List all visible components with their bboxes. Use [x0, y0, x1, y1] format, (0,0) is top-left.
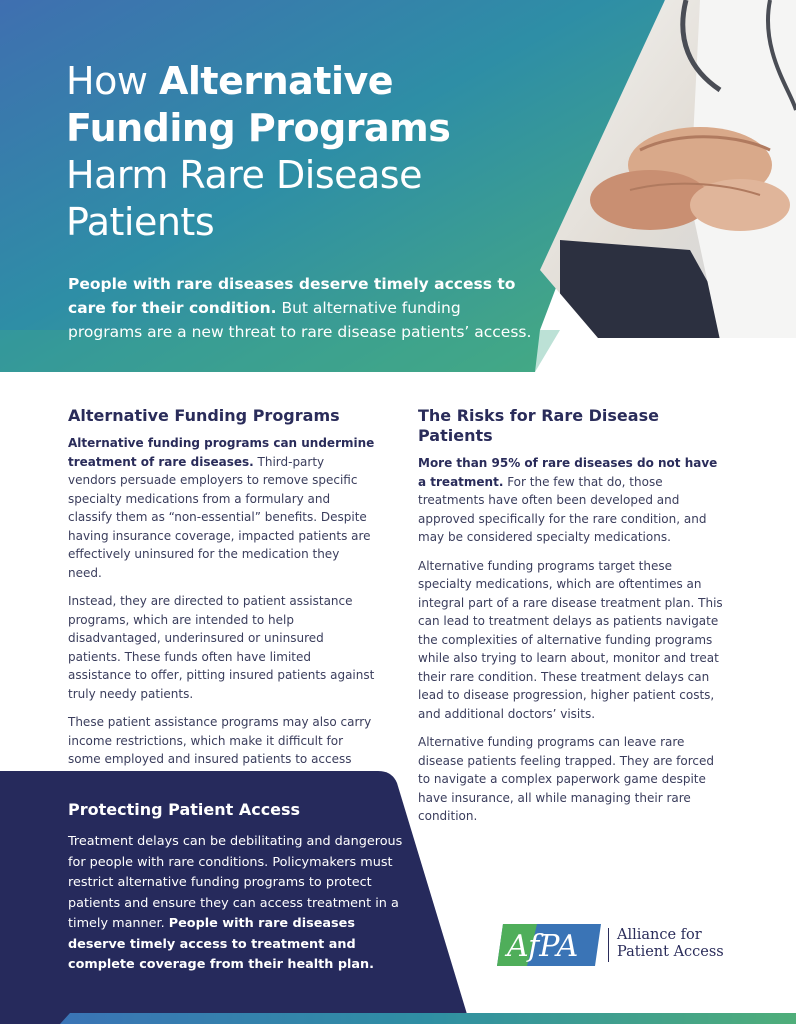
- logo-divider: [608, 928, 609, 962]
- afpa-logo: [497, 924, 737, 968]
- paragraph: Alternative funding programs target these specialty medications, which are oftentimes an integral part of a rare disease treatment plan. This can lead to treatment delays as patients navigate the complexities of alternative funding programs while also trying to learn about, monitor and treat their rare condition. These treatment delays can lead to disease progression, higher patient costs, and additional doctors’ visits.: [418, 558, 723, 721]
- hero-banner: [0, 0, 796, 372]
- paragraph: Instead, they are directed to patient assistance programs, which are intended to help disadvantaged, underinsured or uninsured patients. These funds often have limited assistance to offer, pitting insured patients against truly needy patients.: [68, 594, 375, 701]
- paragraph: These patient assistance programs may also carry income restrictions, which make it difficult for some employed and insured patients to access: [68, 715, 372, 766]
- page-title: How Alternative Funding Programs Harm Rare Disease Patients: [66, 59, 451, 244]
- bottom-gradient-bar: [60, 1013, 796, 1024]
- svg-text:AfPA: AfPA: [507, 929, 579, 964]
- alternative-funding-section: [68, 406, 376, 797]
- section-heading: Protecting Patient Access: [68, 800, 301, 819]
- paragraph: More than 95% of rare diseases do not have a treatment. For the few that do, those treatments have often been developed and approved specifically for the rare condition, and may be considered specialty medications.: [418, 456, 718, 544]
- section-heading: The Risks for Rare Disease Patients: [418, 406, 659, 445]
- protecting-access-section: [68, 800, 413, 976]
- intro-text: People with rare diseases deserve timely access to care for their condition. But alternative funding programs are a new threat to rare disease patients’ access.: [68, 275, 532, 341]
- organization-name-line1: Alliance for: [617, 927, 702, 943]
- section-heading: Alternative Funding Programs: [68, 406, 340, 425]
- paragraph: Alternative funding programs can leave rare disease patients feeling trapped. They are forced to navigate a complex paperwork game despite have insurance, all while managing their rare condition.: [418, 735, 714, 823]
- paragraph: Treatment delays can be debilitating and dangerous for people with rare conditions. Policymakers must restrict alternative funding programs to protect patients and ensure they can access treatment in a timely manner. People with rare diseases deserve timely access to treatment and complete coverage from their health plan.: [68, 834, 403, 972]
- paragraph: Alternative funding programs can undermine treatment of rare diseases. Third-party vendors persuade employers to remove specific specialty medications from a formulary and classify them as “non-essential” benefits. Despite having insurance coverage, impacted patients are effectively uninsured for the medication they need.: [68, 436, 375, 580]
- afpa-logo-mark: [497, 924, 601, 966]
- organization-name: [617, 927, 724, 961]
- organization-name-line2: Patient Access: [617, 944, 724, 960]
